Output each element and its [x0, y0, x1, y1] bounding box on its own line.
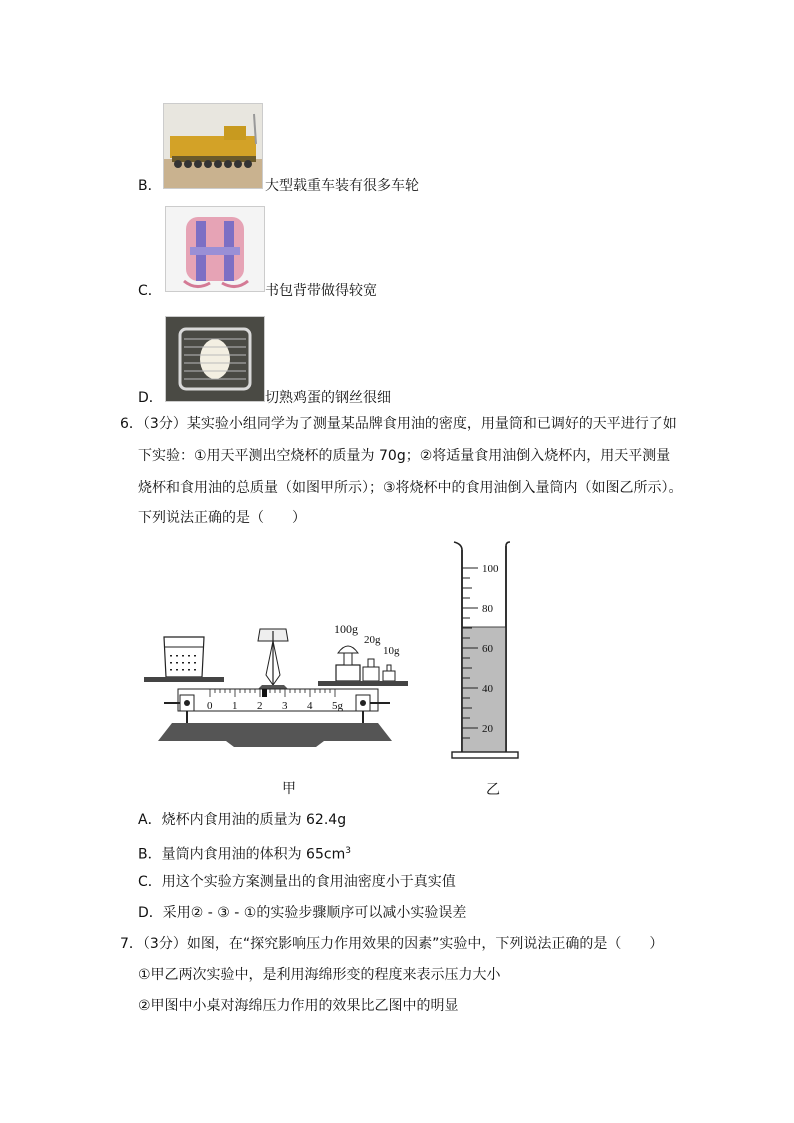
weight-label-10g: 10g [383, 645, 400, 657]
cylinder-tick-80: 80 [482, 603, 493, 615]
option-text: 采用② - ③ - ①的实验步骤顺序可以减小实验误差 [162, 905, 467, 921]
scale-tick-5g: 5g [332, 700, 343, 712]
q6-option-a [138, 810, 346, 830]
scale-tick-3: 3 [282, 700, 288, 712]
q7-item-2: ②甲图中小桌对海绵压力作用的效果比乙图中的明显 [138, 998, 459, 1014]
weights-on-pan [318, 622, 408, 686]
q6-option-c [138, 872, 456, 892]
balance-base [158, 723, 392, 747]
option-b-prev-text: 大型载重车装有很多车轮 [265, 178, 419, 194]
option-letter: B． [138, 178, 162, 194]
option-letter: D． [138, 390, 163, 406]
option-text: 烧杯内食用油的质量为 62.4g [161, 812, 347, 828]
option-letter: C． [138, 874, 162, 890]
weight-label-20g: 20g [364, 634, 381, 646]
rider [262, 689, 267, 697]
q6-option-b [138, 841, 351, 865]
q6-stem-line-2: 下实验：①用天平测出空烧杯的质量为 70g；②将适量食用油倒入烧杯内，用天平测量 [138, 448, 671, 464]
q6-stem-line-1: 6．（3分）某实验小组同学为了测量某品牌食用油的密度，用量筒和已调好的天平进行了如 [120, 416, 677, 432]
cylinder-tick-100: 100 [482, 563, 499, 575]
backpack-photo [165, 206, 265, 292]
balance-beam [164, 689, 390, 723]
heavy-truck-photo [163, 103, 263, 189]
egg-slicer-photo [165, 316, 265, 402]
balance-pointer [258, 629, 288, 689]
option-letter: C． [138, 283, 162, 299]
cylinder-tick-60: 60 [482, 643, 493, 655]
q6-stem-line-3: 烧杯和食用油的总质量（如图甲所示）；③将烧杯中的食用油倒入量筒内（如图乙所示）。 [138, 480, 683, 496]
option-letter: B． [138, 846, 162, 863]
cylinder-tick-40: 40 [482, 683, 493, 695]
figure-caption-jia: 甲 [282, 781, 296, 797]
option-superscript: 3 [345, 846, 351, 856]
option-d-prev-text: 切熟鸡蛋的钢丝很细 [265, 390, 391, 406]
scale-tick-1: 1 [232, 700, 238, 712]
scale-tick-4: 4 [307, 700, 313, 712]
q7-item-1: ①甲乙两次实验中，是利用海绵形变的程度来表示压力大小 [138, 967, 501, 983]
graduated-cylinder [448, 538, 522, 762]
option-text: 量筒内食用油的体积为 65cm [161, 846, 346, 863]
option-c-prev [138, 281, 162, 301]
balance-diagram [138, 615, 413, 755]
option-b-prev [138, 176, 162, 196]
q6-stem-line-4: 下列说法正确的是（ ） [138, 510, 306, 526]
option-text: 用这个实验方案测量出的食用油密度小于真实值 [161, 874, 456, 890]
weight-label-100g: 100g [334, 622, 358, 636]
option-letter: D． [138, 905, 163, 921]
option-d-prev [138, 388, 163, 408]
scale-tick-0: 0 [207, 700, 213, 712]
option-c-prev-text: 书包背带做得较宽 [265, 283, 377, 299]
figure-caption-yi: 乙 [486, 782, 500, 798]
q6-option-d [138, 903, 466, 923]
beaker-on-pan [144, 637, 224, 682]
option-letter: A． [138, 812, 162, 828]
q7-stem: 7．（3分）如图，在“探究影响压力作用效果的因素”实验中，下列说法正确的是（ ） [120, 936, 664, 952]
scale-tick-2: 2 [257, 700, 263, 712]
cylinder-tick-20: 20 [482, 723, 493, 735]
